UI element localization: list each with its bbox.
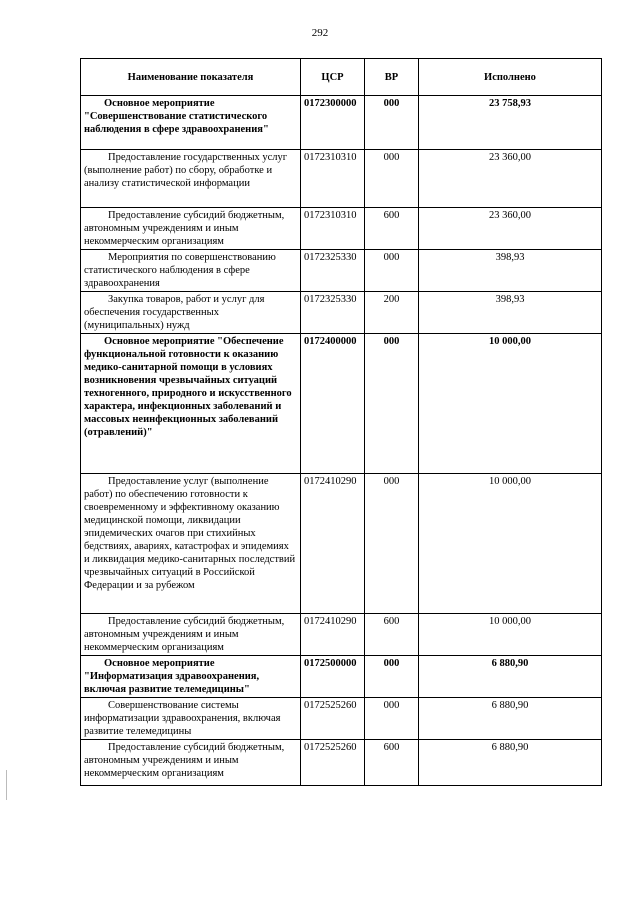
row-vr: 600 <box>365 614 419 656</box>
row-vr: 600 <box>365 208 419 250</box>
row-name: Совершенствование системы информатизации здравоохранения, включая развитие телемедицины <box>81 698 301 740</box>
table-row <box>81 614 602 656</box>
row-csr: 0172500000 <box>301 656 365 698</box>
table-row <box>81 150 602 208</box>
row-vr: 000 <box>365 474 419 614</box>
table-row <box>81 698 602 740</box>
scan-edge-mark <box>6 770 7 800</box>
row-csr: 0172325330 <box>301 292 365 334</box>
table-row <box>81 96 602 150</box>
page-number: 292 <box>311 27 329 39</box>
header-vr: ВР <box>365 59 419 96</box>
row-name: Мероприятия по совершенствованию статистического наблюдения в сфере здравоохранения <box>81 250 301 292</box>
row-vr: 200 <box>365 292 419 334</box>
row-name: Предоставление субсидий бюджетным, автономным учреждениям и иным некоммерческим организациям <box>81 208 301 250</box>
table-row <box>81 208 602 250</box>
row-name: Основное мероприятие "Совершенствование статистического наблюдения в сфере здравоохранения" <box>81 96 301 150</box>
row-vr: 000 <box>365 698 419 740</box>
row-executed: 6 880,90 <box>419 698 602 740</box>
table-row <box>81 292 602 334</box>
header-executed: Исполнено <box>419 59 602 96</box>
row-csr: 0172310310 <box>301 208 365 250</box>
row-executed: 398,93 <box>419 292 602 334</box>
row-vr: 000 <box>365 150 419 208</box>
row-vr: 000 <box>365 96 419 150</box>
row-vr: 000 <box>365 656 419 698</box>
row-vr: 000 <box>365 250 419 292</box>
row-name: Предоставление субсидий бюджетным, автономным учреждениям и иным некоммерческим организациям <box>81 740 301 786</box>
row-executed: 398,93 <box>419 250 602 292</box>
row-executed: 23 758,93 <box>419 96 602 150</box>
row-csr: 0172300000 <box>301 96 365 150</box>
budget-execution-table <box>80 58 602 786</box>
row-executed: 10 000,00 <box>419 474 602 614</box>
row-executed: 6 880,90 <box>419 740 602 786</box>
row-name: Предоставление услуг (выполнение работ) по обеспечению готовности к своевременному и эффективному оказанию медицинской помощи, ликвидации эпидемических очагов при стихийных бедствиях, авариях, катастрофах и эпидемиях и ликвидация медико-санитарных последствий чрезвычайных ситуаций в Российской Федерации и за рубежом <box>81 474 301 614</box>
table-row <box>81 656 602 698</box>
header-indicator-name: Наименование показателя <box>81 59 301 96</box>
table-row <box>81 250 602 292</box>
row-csr: 0172525260 <box>301 740 365 786</box>
table-row <box>81 740 602 786</box>
row-csr: 0172325330 <box>301 250 365 292</box>
row-csr: 0172310310 <box>301 150 365 208</box>
row-csr: 0172525260 <box>301 698 365 740</box>
row-vr: 600 <box>365 740 419 786</box>
row-executed: 6 880,90 <box>419 656 602 698</box>
row-name: Основное мероприятие "Информатизация здравоохранения, включая развитие телемедицины" <box>81 656 301 698</box>
row-executed: 10 000,00 <box>419 334 602 474</box>
row-name: Предоставление субсидий бюджетным, автономным учреждениям и иным некоммерческим организациям <box>81 614 301 656</box>
row-executed: 23 360,00 <box>419 150 602 208</box>
table-row <box>81 474 602 614</box>
row-vr: 000 <box>365 334 419 474</box>
row-name: Закупка товаров, работ и услуг для обеспечения государственных (муниципальных) нужд <box>81 292 301 334</box>
row-csr: 0172400000 <box>301 334 365 474</box>
row-name: Предоставление государственных услуг (выполнение работ) по сбору, обработке и анализу статистической информации <box>81 150 301 208</box>
row-executed: 23 360,00 <box>419 208 602 250</box>
table-row <box>81 334 602 474</box>
table-header-row <box>81 59 602 96</box>
row-executed: 10 000,00 <box>419 614 602 656</box>
header-csr: ЦСР <box>301 59 365 96</box>
row-name: Основное мероприятие "Обеспечение функциональной готовности к оказанию медико-санитарной помощи в условиях возникновения чрезвычайных ситуаций техногенного, природного и искусственного характера, инфекционных заболеваний и массовых неинфекционных заболеваний (отравлений)" <box>81 334 301 474</box>
row-csr: 0172410290 <box>301 474 365 614</box>
row-csr: 0172410290 <box>301 614 365 656</box>
